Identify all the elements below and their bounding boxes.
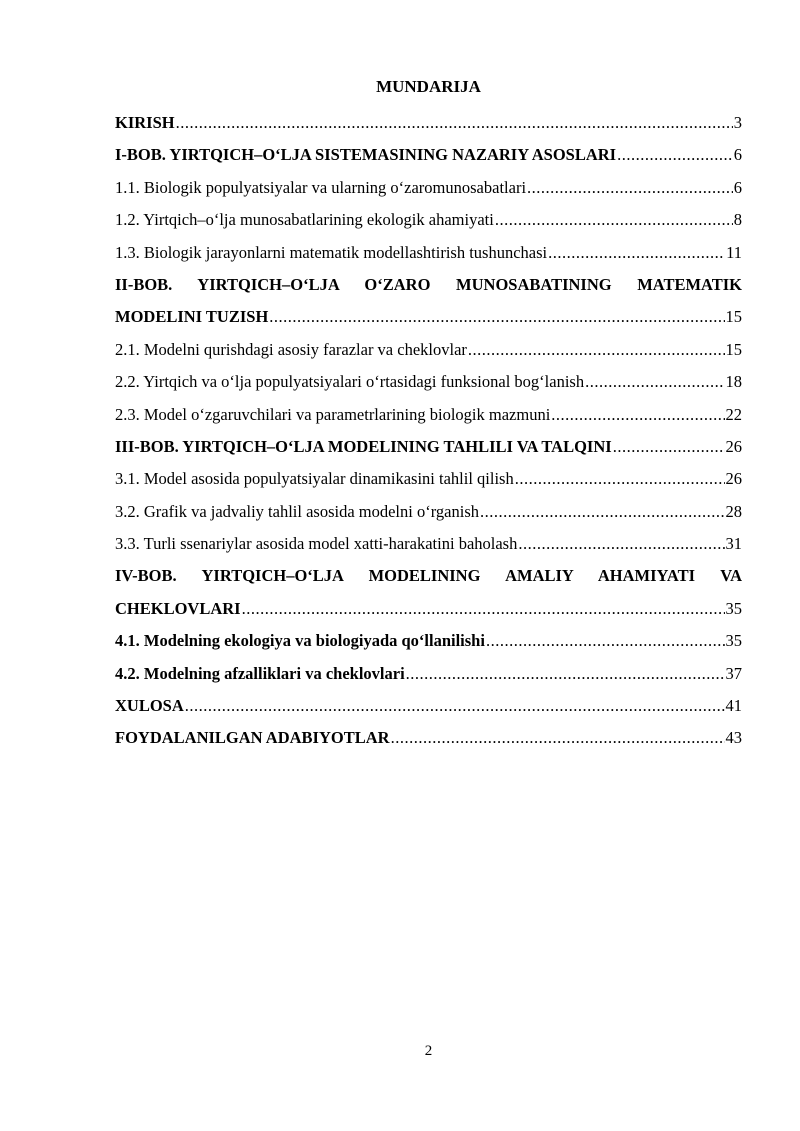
toc-entry-page: 22	[725, 404, 742, 424]
toc-leader-dots	[406, 658, 725, 690]
toc-entry-text: 4.1. Modelning ekologiya va biologiyada qo‘llanilishi	[115, 631, 485, 651]
toc-entry-page: 26	[725, 469, 742, 489]
toc-entry-text: IV-BOB. YIRTQICH–O‘LJA MODELINING AMALIY AHAMIYATI VA	[115, 566, 742, 586]
toc-entry-page: 15	[725, 307, 742, 327]
toc-entry[interactable]	[115, 431, 742, 463]
toc-entry-text: MODELINI TUZISH	[115, 307, 269, 327]
toc-leader-dots	[242, 593, 725, 625]
toc-leader-dots	[391, 722, 725, 754]
page-number: 2	[424, 1043, 433, 1059]
toc-entry-page: 15	[725, 339, 742, 359]
toc-entry[interactable]	[115, 334, 742, 366]
toc-entry[interactable]	[115, 139, 742, 171]
toc-entry-text: I-BOB. YIRTQICH–O‘LJA SISTEMASINING NAZARIY ASOSLARI	[115, 145, 617, 165]
toc-entry[interactable]	[115, 204, 742, 236]
toc-leader-dots	[613, 431, 725, 463]
toc-entry-text: FOYDALANILGAN ADABIYOTLAR	[115, 728, 390, 748]
toc-entry-text: 1.2. Yirtqich–o‘lja munosabatlarining ekologik ahamiyati	[115, 210, 494, 230]
toc-leader-dots	[617, 139, 733, 171]
toc-entry-page: 6	[733, 145, 742, 165]
toc-entry[interactable]	[115, 722, 742, 754]
toc-entry-continued[interactable]	[115, 269, 742, 301]
toc-entry-text: 3.1. Model asosida populyatsiyalar dinamikasini tahlil qilish	[115, 469, 514, 489]
toc-entry-text: 1.3. Biologik jarayonlarni matematik modellashtirish tushunchasi	[115, 242, 548, 262]
toc-entry[interactable]	[115, 528, 742, 560]
toc-entry[interactable]	[115, 366, 742, 398]
toc-entry-continued[interactable]	[115, 560, 742, 592]
toc-leader-dots	[269, 301, 724, 333]
toc-entry[interactable]	[115, 593, 742, 625]
page-title: MUNDARIJA	[376, 77, 481, 96]
toc-entry-text: II-BOB. YIRTQICH–O‘LJA O‘ZARO MUNOSABATINING MATEMATIK	[115, 274, 742, 294]
toc-entry-page: 43	[725, 728, 742, 748]
toc-leader-dots	[548, 237, 725, 269]
toc-entry[interactable]	[115, 625, 742, 657]
toc-entry[interactable]	[115, 658, 742, 690]
toc-entry[interactable]	[115, 690, 742, 722]
toc-entry-page: 35	[725, 631, 742, 651]
toc-leader-dots	[515, 463, 725, 495]
toc-leader-dots	[527, 172, 733, 204]
toc-leader-dots	[551, 399, 724, 431]
toc-entry[interactable]	[115, 496, 742, 528]
toc-leader-dots	[495, 204, 733, 236]
table-of-contents	[115, 107, 742, 755]
toc-entry-page: 41	[725, 696, 742, 716]
toc-entry-text: 2.3. Model o‘zgaruvchilari va parametrlarining biologik mazmuni	[115, 404, 551, 424]
toc-leader-dots	[176, 107, 733, 139]
toc-leader-dots	[480, 496, 725, 528]
toc-leader-dots	[185, 690, 725, 722]
toc-entry[interactable]	[115, 172, 742, 204]
toc-entry[interactable]	[115, 463, 742, 495]
toc-entry-text: 2.1. Modelni qurishdagi asosiy farazlar va cheklovlar	[115, 339, 467, 359]
toc-entry-text: 1.1. Biologik populyatsiyalar va ularning o‘zaromunosabatlari	[115, 177, 527, 197]
toc-entry[interactable]	[115, 399, 742, 431]
toc-leader-dots	[585, 366, 724, 398]
toc-entry-text: III-BOB. YIRTQICH–O‘LJA MODELINING TAHLILI VA TALQINI	[115, 436, 612, 456]
toc-entry-text: CHEKLOVLARI	[115, 598, 241, 618]
toc-entry-page: 3	[733, 113, 742, 132]
toc-entry-page: 11	[726, 242, 742, 262]
toc-leader-dots	[518, 528, 724, 560]
toc-entry-page: 18	[725, 372, 742, 392]
toc-entry-text: XULOSA	[115, 696, 184, 716]
toc-entry-page: 26	[725, 436, 742, 456]
toc-entry[interactable]	[115, 301, 742, 333]
toc-entry-text: KIRISH	[115, 113, 175, 132]
toc-entry-text: 3.2. Grafik va jadvaliy tahlil asosida modelni o‘rganish	[115, 501, 479, 521]
toc-leader-dots	[486, 625, 725, 657]
toc-entry[interactable]	[115, 107, 742, 139]
toc-entry-page: 8	[733, 210, 742, 230]
toc-entry-text: 3.3. Turli ssenariylar asosida model xatti-harakatini baholash	[115, 534, 518, 554]
toc-entry-page: 6	[733, 177, 742, 197]
toc-entry-page: 37	[725, 663, 742, 683]
toc-entry[interactable]	[115, 237, 742, 269]
toc-entry-text: 4.2. Modelning afzalliklari va cheklovlari	[115, 663, 405, 683]
toc-entry-page: 28	[725, 501, 742, 521]
toc-entry-page: 31	[725, 534, 742, 554]
toc-leader-dots	[468, 334, 725, 366]
toc-entry-text: 2.2. Yirtqich va o‘lja populyatsiyalari o‘rtasidagi funksional bog‘lanish	[115, 372, 585, 392]
toc-entry-page: 35	[725, 598, 742, 618]
